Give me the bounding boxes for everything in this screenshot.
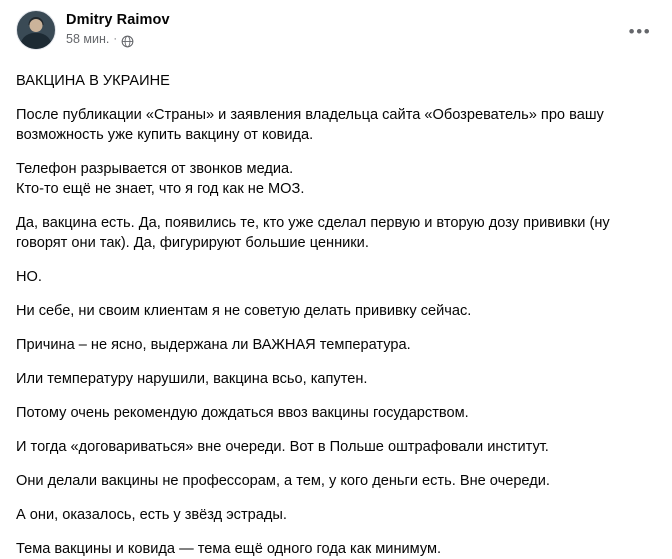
post-paragraph: [16, 267, 656, 287]
post-paragraph: [16, 335, 656, 355]
post-paragraph: [16, 437, 656, 457]
post-paragraph: [16, 471, 656, 491]
post-line: Тема вакцины и ковида — тема ещё одного года как минимум.: [16, 541, 442, 557]
post-header-text: [66, 10, 170, 47]
post-paragraph: [16, 159, 656, 199]
post-line: А они, оказалось, есть у звёзд эстрады.: [16, 507, 287, 523]
post-line: Они делали вакцины не профессорам, а тем, у кого деньги есть. Вне очереди.: [16, 473, 550, 489]
post-paragraph: [16, 105, 656, 145]
post-timestamp[interactable]: 58 мин.: [66, 32, 110, 46]
post-line: Потому очень рекомендую дождаться ввоз вакцины государством.: [16, 405, 469, 421]
post-line: говорят они так). Да, фигурируют большие ценники.: [16, 235, 369, 251]
post-line: возможность уже купить вакцину от ковида.: [16, 127, 314, 143]
ellipsis-icon: •••: [628, 22, 652, 41]
post-line: Телефон разрывается от звонков медиа.: [16, 161, 294, 177]
post-more-options-button[interactable]: [624, 16, 656, 48]
post-paragraph: [16, 301, 656, 321]
avatar-body: [20, 33, 52, 49]
meta-separator: ·: [113, 33, 118, 45]
post-body: [16, 54, 656, 559]
post-line: ВАКЦИНА В УКРАИНЕ: [16, 73, 170, 89]
avatar[interactable]: [16, 10, 56, 50]
post-line: Или температуру нарушили, вакцина всьо, капутен.: [16, 371, 368, 387]
post-line: Кто-то ещё не знает, что я год как не МОЗ.: [16, 181, 305, 197]
post-line: Ни себе, ни своим клиентам я не советую делать прививку сейчас.: [16, 303, 472, 319]
post-line: Причина – не ясно, выдержана ли ВАЖНАЯ температура.: [16, 337, 411, 353]
post-paragraph: [16, 71, 656, 91]
post-header: [16, 10, 656, 54]
post-paragraph: [16, 505, 656, 525]
post-line: НО.: [16, 269, 42, 285]
post-line: И тогда «договариваться» вне очереди. Вот в Польше оштрафовали институт.: [16, 439, 549, 455]
post-author-name[interactable]: Dmitry Raimov: [66, 12, 170, 28]
post-line: Да, вакцина есть. Да, появились те, кто уже сделал первую и вторую дозу прививки (ну: [16, 215, 610, 231]
globe-icon[interactable]: [121, 35, 134, 48]
post-paragraph: [16, 369, 656, 389]
post-paragraph: [16, 213, 656, 253]
post-meta: [66, 31, 170, 47]
avatar-head: [30, 19, 43, 32]
post-paragraph: [16, 403, 656, 423]
post-line: После публикации «Страны» и заявления владельца сайта «Обозреватель» про вашу: [16, 107, 604, 123]
post-paragraph: [16, 539, 656, 559]
